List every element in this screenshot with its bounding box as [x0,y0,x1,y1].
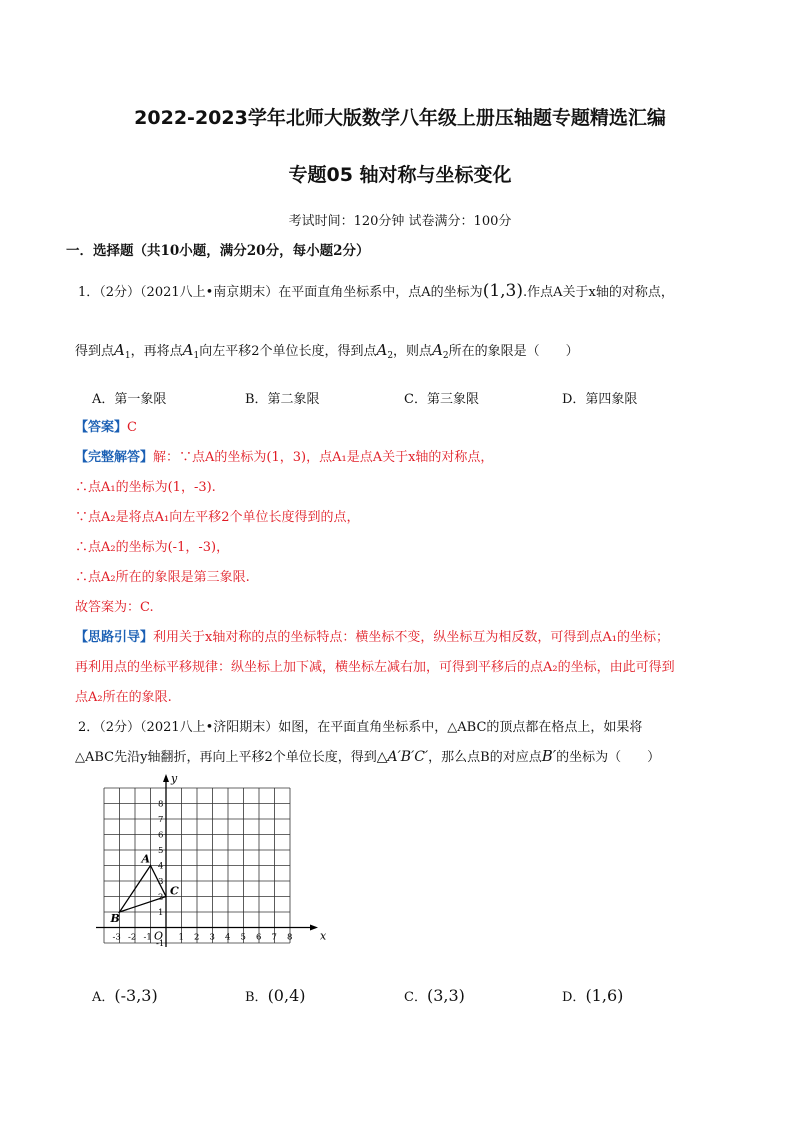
q2-choice-a: A．(-3,3) [92,986,158,1005]
q1-guide-line-1: 【思路引导】利用关于x轴对称的点的坐标特点：横坐标不变，纵坐标互为相反数，可得到点A₁的坐标； [75,630,669,645]
y-tick-label: 5 [158,846,164,856]
q1-guide-line-2: 再利用点的坐标平移规律：纵坐标上加下减，横坐标左减右加，可得到平移后的点A₂的坐标，由此可得到 [75,660,675,675]
q2-choice-b: B．(0,4) [245,986,306,1005]
x-tick-label: 2 [194,932,200,943]
q1-coord: (1,3) [482,281,523,301]
vertex-label-c: C [170,884,179,898]
grid-lines [104,788,293,943]
y-tick-label: 7 [158,815,164,825]
document-subtitle: 专题05 轴对称与坐标变化 [288,164,512,186]
y-tick-label: 3 [158,877,164,887]
origin-label: O [154,929,164,943]
q1-solution-line-5: ∴点A₂所在的象限是第三象限. [75,570,250,585]
exam-info: 考试时间：120分钟 试卷满分：100分 [288,214,512,229]
q1-choice-d: D．第四象限 [562,392,638,407]
q2-line-2: △ABC先沿y轴翻折，再向上平移2个单位长度，得到△A′B′C′，那么点B的对应点B′的坐标为（ ） [75,747,661,765]
y-tick-label: 6 [158,830,164,841]
y-tick-label: 4 [158,861,164,872]
x-axis-label: x [320,929,327,943]
q1-point-a2: $A_2$ [376,341,394,361]
q1-solution-line-4: ∴点A₂的坐标为(-1，-3)， [75,540,230,555]
x-tick-label: 8 [287,932,293,943]
q2-choice-c: C．(3,3) [404,986,465,1005]
answer-tag: 【答案】 [75,420,128,435]
q1-choice-a: A．第一象限 [92,392,167,407]
x-tick-label: 7 [271,932,277,943]
y-tick-label: 2 [158,892,164,903]
q1-point-a1: $A_1$ [114,341,131,361]
q1-solution-line-6: 故答案为：C. [75,600,154,615]
q1-point-a1-again: $A_1$ [182,341,200,361]
y-axis-arrow [163,774,169,782]
q1-solution-line-1: 【完整解答】解：∵点A的坐标为(1，3)，点A₁是点A关于x轴的对称点， [75,450,494,465]
vertex-label-a: A [141,852,151,866]
q1-answer [75,416,137,435]
x-tick-label: -3 [112,932,121,943]
q1-text-a: 1．（2分）（2021八上•南京期末）在平面直角坐标系中，点A的坐标为 [78,285,483,300]
q2-line-1: 2．（2分）（2021八上•济阳期末）如图，在平面直角坐标系中，△ABC的顶点都在格点上，如果将 [78,720,643,735]
x-tick-label: 1 [178,932,184,943]
solution-tag: 【完整解答】 [75,450,154,465]
q1-solution-line-3: ∵点A₂是将点A₁向左平移2个单位长度得到的点， [75,510,360,525]
x-axis-arrow [310,925,318,931]
x-tick-label: -2 [128,932,137,943]
y-tick-label: 1 [158,908,164,918]
document-title: 2022-2023学年北师大版数学八年级上册压轴题专题精选汇编 [134,107,666,129]
triangle-abc [110,853,180,926]
q1-text-d: ，再将点 [130,344,183,359]
q1-solution-line-2: ∴点A₁的坐标为(1，-3). [75,480,216,495]
q2-prime-triangle: △A′B′C′ [376,749,429,765]
coordinate-grid-figure [90,774,340,949]
x-tick-label: 3 [209,932,215,943]
q1-text-g: 所在的象限是（ ） [448,344,579,359]
section-title: 一．选择题（共10小题，满分20分，每小题2分） [66,243,370,259]
q1-choice-c: C．第三象限 [404,392,479,407]
axes [96,774,327,947]
q1-point-a2-again: $A_2$ [432,341,449,361]
x-tick-label: -1 [143,932,152,943]
q2-b-prime: B′ [541,747,557,765]
y-axis-label: y [171,774,178,785]
y-tick-label: 8 [158,799,164,810]
guide-tag: 【思路引导】 [75,630,154,645]
y-tick-label: -1 [156,939,165,949]
q1-text-e: 向左平移2个单位长度，得到点 [199,344,377,359]
q1-line-1 [78,281,674,301]
x-tick-label: 6 [256,932,262,943]
q1-choice-b: B．第二象限 [245,392,320,407]
x-tick-label: 5 [240,932,246,943]
q1-text-c: 得到点 [75,344,115,359]
x-tick-label: 4 [225,932,231,943]
q1-line-2 [75,340,579,361]
tick-labels [113,800,293,950]
triangle-outline [120,866,167,913]
vertex-label-b: B [110,912,120,925]
answer-value: C [127,420,137,435]
q1-guide-line-3: 点A₂所在的象限. [75,690,172,705]
q1-text-f: ，则点 [393,344,433,359]
q2-choice-d: D．(1,6) [562,986,624,1005]
q1-text-b: .作点A关于x轴的对称点， [523,285,674,300]
